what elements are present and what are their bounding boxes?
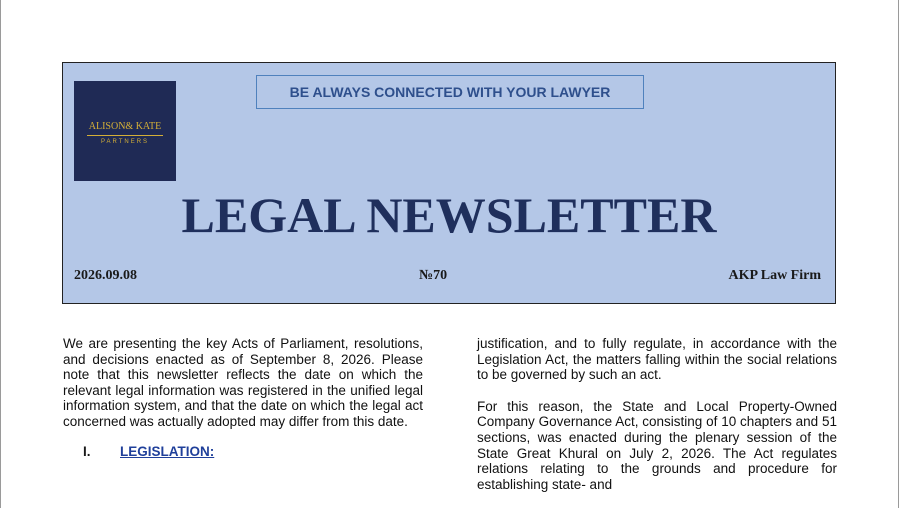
paragraph-act: For this reason, the State and Local Property-Owned Company Governance Act, consisting of 10 chapters and 51 sections, was enacted during the plenary session of the State Great Khural on July 2, 2026. The Act regulates relations relating to the grounds and procedure for establishing state- and bbox=[477, 398, 837, 492]
newsletter-header bbox=[62, 62, 836, 304]
logo-text: ALISON& KATE bbox=[88, 121, 162, 132]
page-edge-right bbox=[898, 0, 899, 508]
logo-subtext: PARTNERS bbox=[100, 139, 150, 145]
section-heading bbox=[63, 444, 423, 460]
firm-logo bbox=[74, 81, 176, 181]
left-column bbox=[63, 336, 423, 459]
tagline-box: BE ALWAYS CONNECTED WITH YOUR LAWYER bbox=[256, 75, 644, 109]
logo-divider bbox=[87, 135, 163, 136]
page-edge-left bbox=[0, 0, 1, 508]
intro-paragraph: We are presenting the key Acts of Parliament, resolutions, and decisions enacted as of September 8, 2026. Please note that this newsletter reflects the date on which the relevant legal information was registered in the unified legal information system, and that the date on which the legal act concerned was actually adopted may differ from this date. bbox=[63, 336, 423, 429]
newsletter-title: LEGAL NEWSLETTER bbox=[181, 187, 717, 243]
issue-number: №70 bbox=[419, 268, 448, 283]
issue-date: 2026.09.08 bbox=[74, 268, 137, 283]
paragraph-justification: justification, and to fully regulate, in accordance with the Legislation Act, the matters falling within the social relations to be governed by such an act. bbox=[477, 336, 837, 383]
section-title: LEGISLATION: bbox=[120, 443, 215, 459]
section-number: I. bbox=[83, 443, 91, 459]
firm-name: AKP Law Firm bbox=[728, 268, 821, 283]
right-column bbox=[477, 336, 837, 492]
